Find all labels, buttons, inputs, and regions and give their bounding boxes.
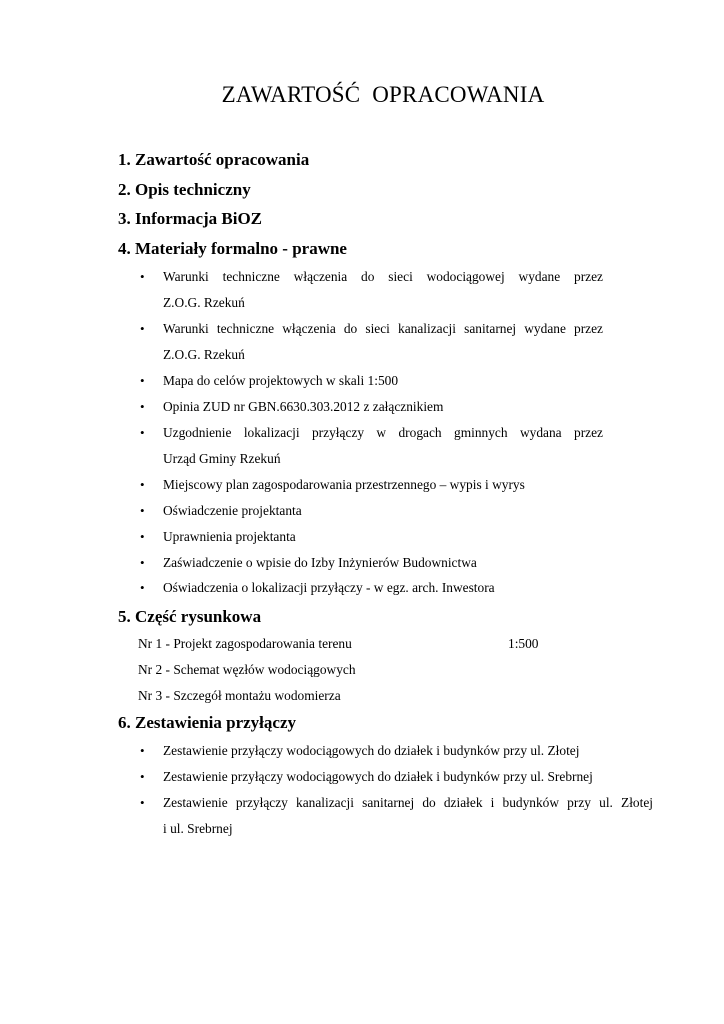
bullet-icon: • [140, 743, 145, 758]
section-heading-1: 1. Zawartość opracowania [118, 150, 310, 169]
bullet-icon: • [140, 399, 145, 414]
list-item-text: Opinia ZUD nr GBN.6630.303.2012 z załącznikiem [163, 399, 444, 414]
drawing-item-label: Nr 2 - Schemat węzłów wodociągowych [138, 662, 356, 677]
bullet-icon: • [140, 373, 145, 388]
list-item-text: Miejscowy plan zagospodarowania przestrzennego – wypis i wyrys [163, 477, 525, 492]
list-item-text: Mapa do celów projektowych w skali 1:500 [163, 373, 399, 388]
list-item-text: Oświadczenia o lokalizacji przyłączy - w egz. arch. Inwestora [163, 580, 495, 595]
list-item-text: Oświadczenie projektanta [163, 503, 302, 518]
section-heading-5: 5. Część rysunkowa [118, 607, 262, 626]
document-title: ZAWARTOŚĆ OPRACOWANIA [221, 82, 545, 107]
list-item-text: Uprawnienia projektanta [163, 529, 296, 544]
drawing-item-label: Nr 3 - Szczegół montażu wodomierza [138, 688, 341, 703]
bullet-icon: • [140, 477, 145, 492]
section-heading-6: 6. Zestawienia przyłączy [118, 713, 296, 732]
list-item-text: Warunki techniczne włączenia do sieci kanalizacji sanitarnej wydane przez [163, 321, 603, 336]
list-item-text: Zestawienie przyłączy wodociągowych do działek i budynków przy ul. Srebrnej [163, 769, 593, 784]
drawing-item-label: Nr 1 - Projekt zagospodarowania terenu [138, 636, 352, 651]
bullet-icon: • [140, 425, 145, 440]
list-item-text: Zestawienie przyłączy kanalizacji sanitarnej do działek i budynków przy ul. Złotej [163, 795, 653, 810]
bullet-icon: • [140, 503, 145, 518]
list-item-continuation: Z.O.G. Rzekuń [163, 295, 245, 310]
bullet-icon: • [140, 795, 145, 810]
section-heading-4: 4. Materiały formalno - prawne [118, 239, 347, 258]
list-item-continuation: Z.O.G. Rzekuń [163, 347, 245, 362]
bullet-icon: • [140, 555, 145, 570]
bullet-icon: • [140, 529, 145, 544]
section-heading-2: 2. Opis techniczny [118, 180, 251, 199]
bullet-icon: • [140, 321, 145, 336]
section-heading-3: 3. Informacja BiOZ [118, 209, 263, 228]
list-item-text: Uzgodnienie lokalizacji przyłączy w drogach gminnych wydana przez [163, 425, 603, 440]
list-item-text: Zestawienie przyłączy wodociągowych do działek i budynków przy ul. Złotej [163, 743, 580, 758]
list-item-continuation: Urząd Gminy Rzekuń [163, 451, 281, 466]
bullet-icon: • [140, 269, 145, 284]
bullet-icon: • [140, 769, 145, 784]
bullet-icon: • [140, 580, 145, 595]
drawing-item-scale: 1:500 [508, 636, 539, 651]
list-item-text: Warunki techniczne włączenia do sieci wodociągowej wydane przez [163, 269, 603, 284]
list-item-text: Zaświadczenie o wpisie do Izby Inżynierów Budownictwa [163, 555, 477, 570]
list-item-continuation: i ul. Srebrnej [163, 821, 233, 836]
